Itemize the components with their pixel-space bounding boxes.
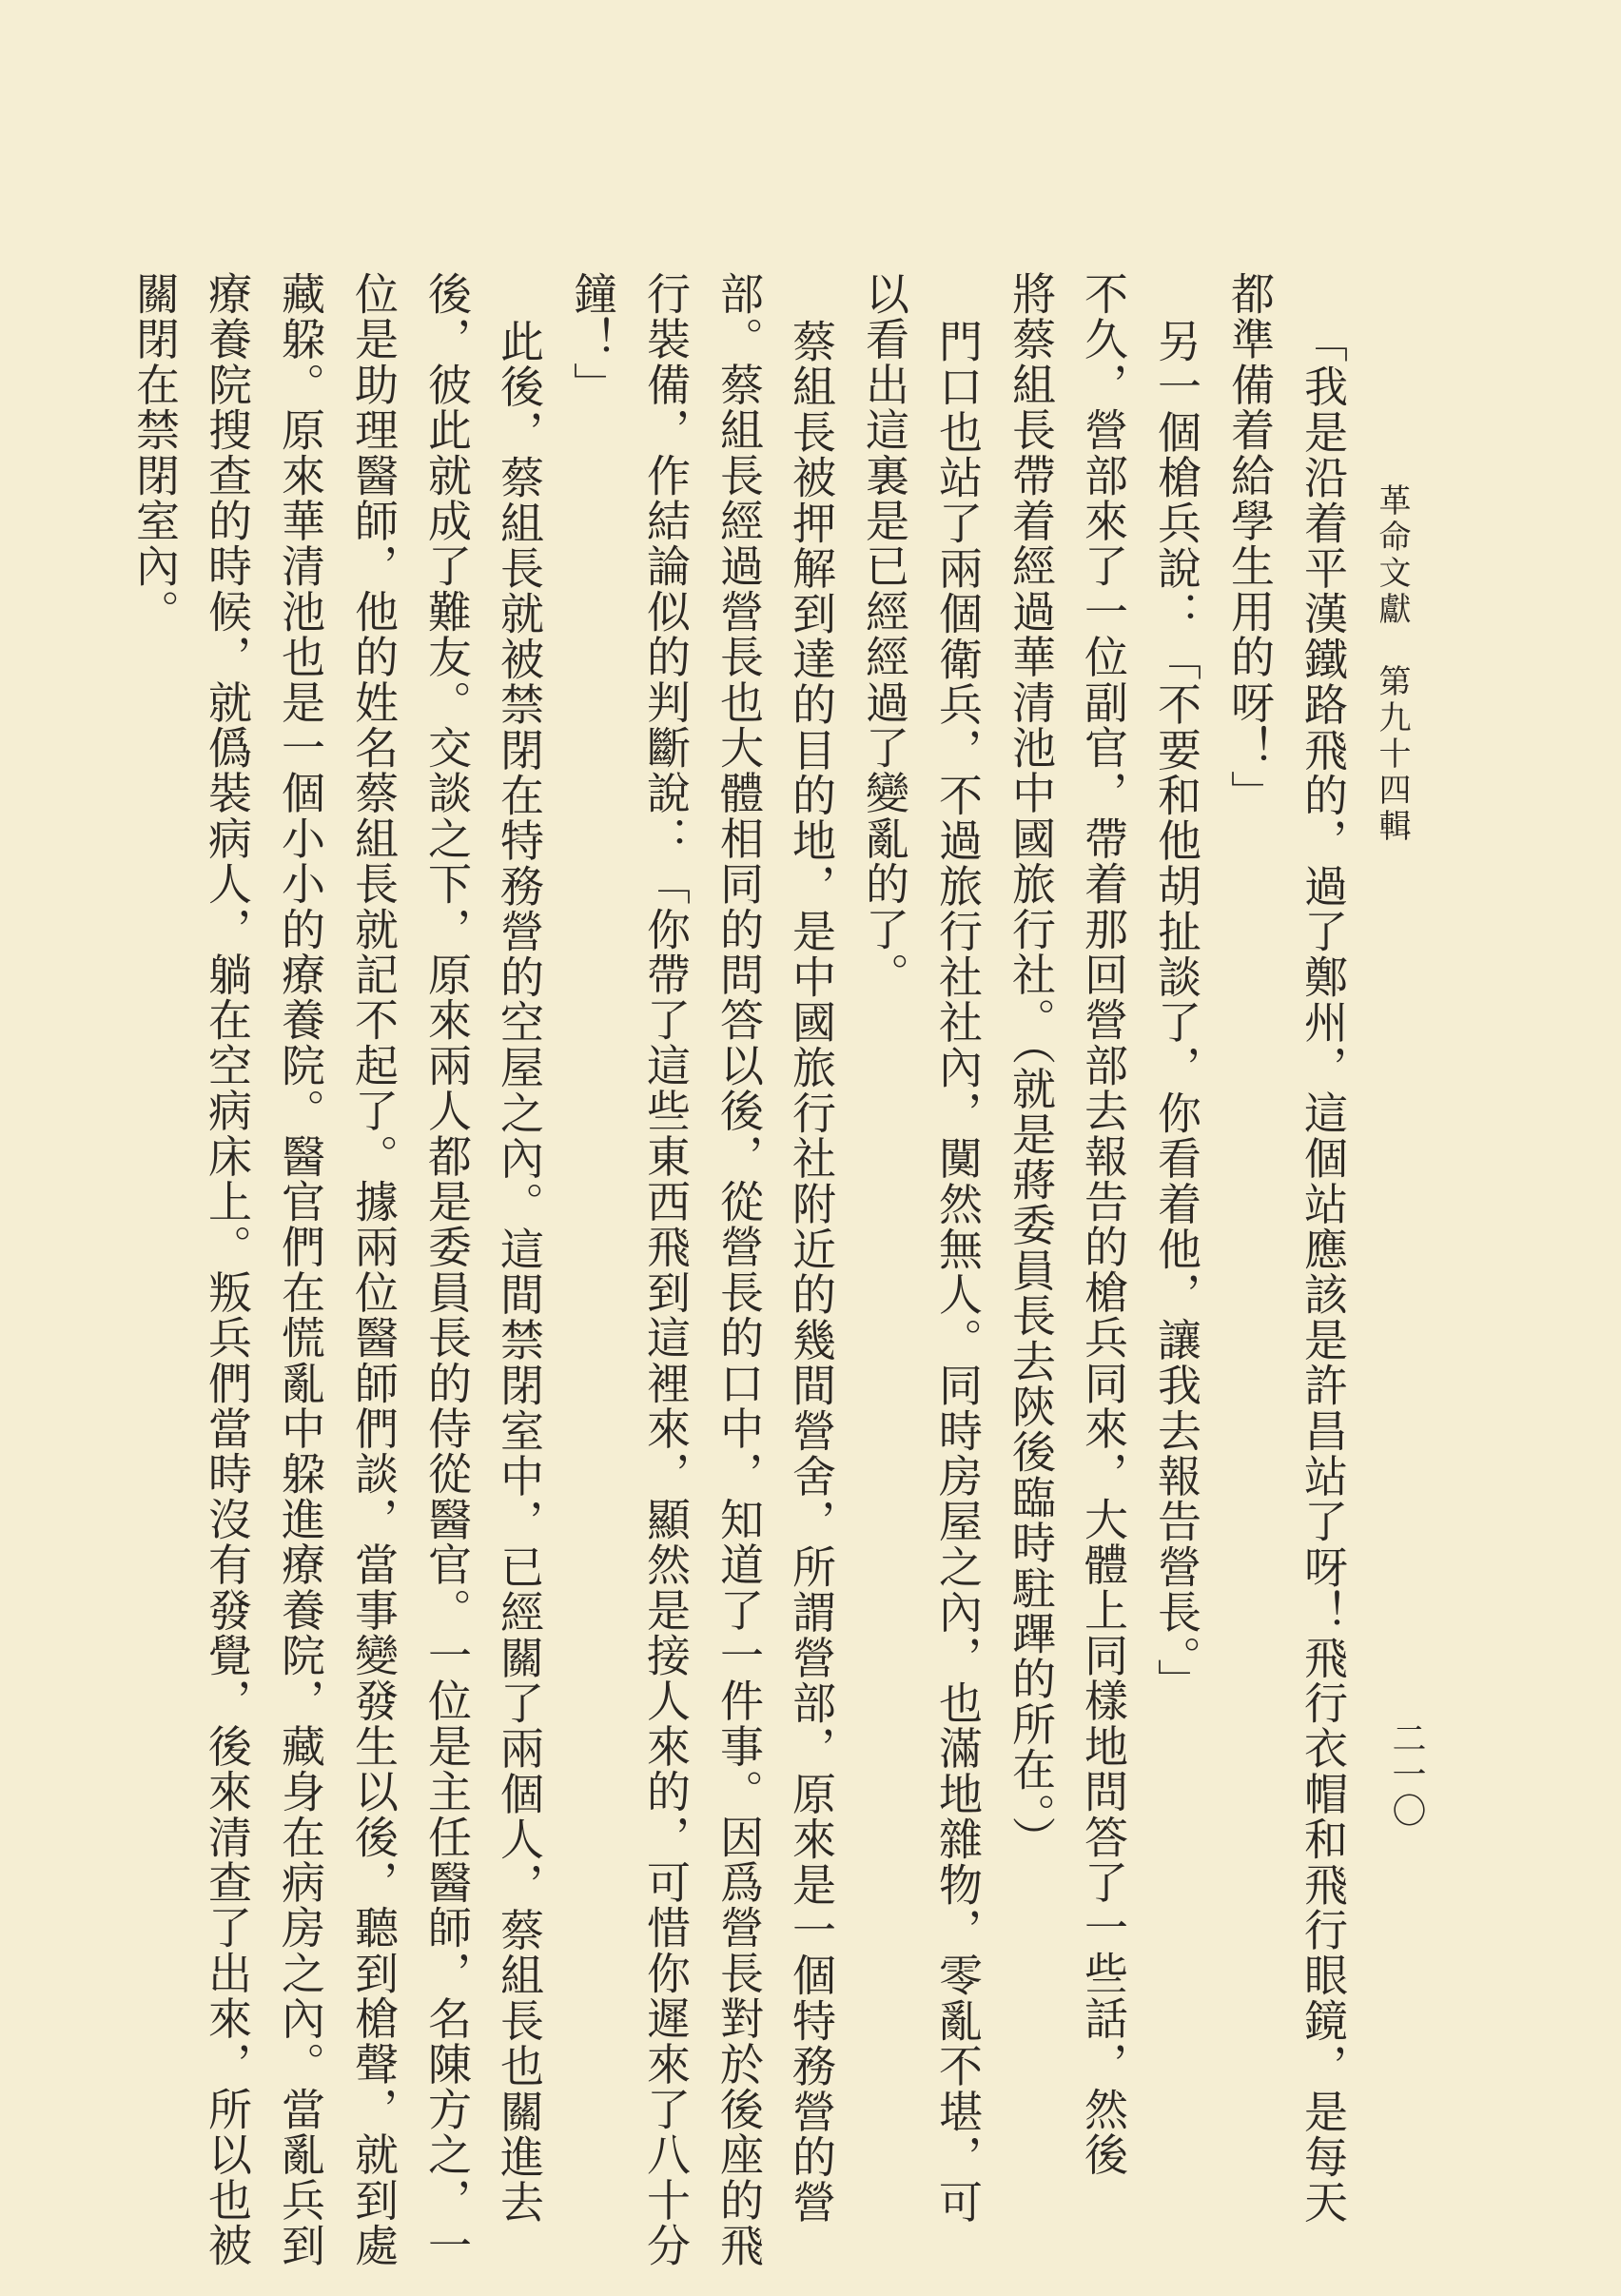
text-column: 鐘！」 — [567, 271, 618, 408]
running-title: 革命文獻 第九十四輯 — [1373, 483, 1411, 845]
text-column: 後，彼此就成了難友。交談之下，原來兩人都是委員長的侍從醫官。一位是主任醫師，名陳方之，一 — [421, 271, 473, 2268]
text-column: 不久，營部來了一位副官，帶着那回營部去報告的槍兵同來，大體上同樣地問答了一些話，然後 — [1078, 271, 1129, 2178]
text-column: 門口也站了兩個衛兵，不過旅行社社內，闃然無人。同時房屋之內，也滿地雜物，零亂不堪，可 — [932, 319, 984, 2226]
text-column: 「我是沿着平漢鐵路飛的，過了鄭州，這個站應該是許昌站了呀！飛行衣帽和飛行眼鏡，是每天 — [1298, 319, 1349, 2226]
text-column: 另一個槍兵說：「不要和他胡扯談了，你看着他，讓我去報告營長。」 — [1151, 319, 1202, 1704]
text-column: 部。蔡組長經過營長也大體相同的問答以後，從營長的口中，知道了一件事。因爲營長對於後座的飛 — [713, 271, 765, 2268]
page-number: 二一〇 — [1387, 1720, 1426, 1829]
text-column: 療養院搜查的時候，就僞裝病人，躺在空病床上。叛兵們當時沒有發覺，後來清查了出來，所以也被 — [202, 271, 253, 2268]
text-column: 藏躱。原來華清池也是一個小小的療養院。醫官們在慌亂中躱進療養院，藏身在病房之內。當亂兵到 — [275, 271, 326, 2268]
text-column: 位是助理醫師，他的姓名蔡組長就記不起了。據兩位醫師們談，當事變發生以後，聽到槍聲，就到處 — [348, 271, 400, 2268]
text-column: 以看出這裏是已經經過了變亂的了。 — [859, 271, 910, 998]
text-column: 蔡組長被押解到達的目的地，是中國旅行社附近的幾間營舍，所謂營部，原來是一個特務營的營 — [786, 319, 837, 2226]
text-column: 行裝備，作結論似的判斷說：「你帶了這些東西飛到這裡來，顯然是接人來的，可惜你遲來了八十分 — [640, 271, 692, 2268]
text-column: 都準備着給學生用的呀！」 — [1224, 271, 1276, 816]
text-column: 關閉在禁閉室內。 — [129, 271, 181, 635]
text-column: 將蔡組長帶着經過華清池中國旅行社。（就是蔣委員長去陝後臨時駐蹕的所在。） — [1006, 271, 1057, 1862]
text-column: 此後，蔡組長就被禁閉在特務營的空屋之內。這間禁閉室中，已經關了兩個人，蔡組長也關進去 — [494, 319, 545, 2226]
